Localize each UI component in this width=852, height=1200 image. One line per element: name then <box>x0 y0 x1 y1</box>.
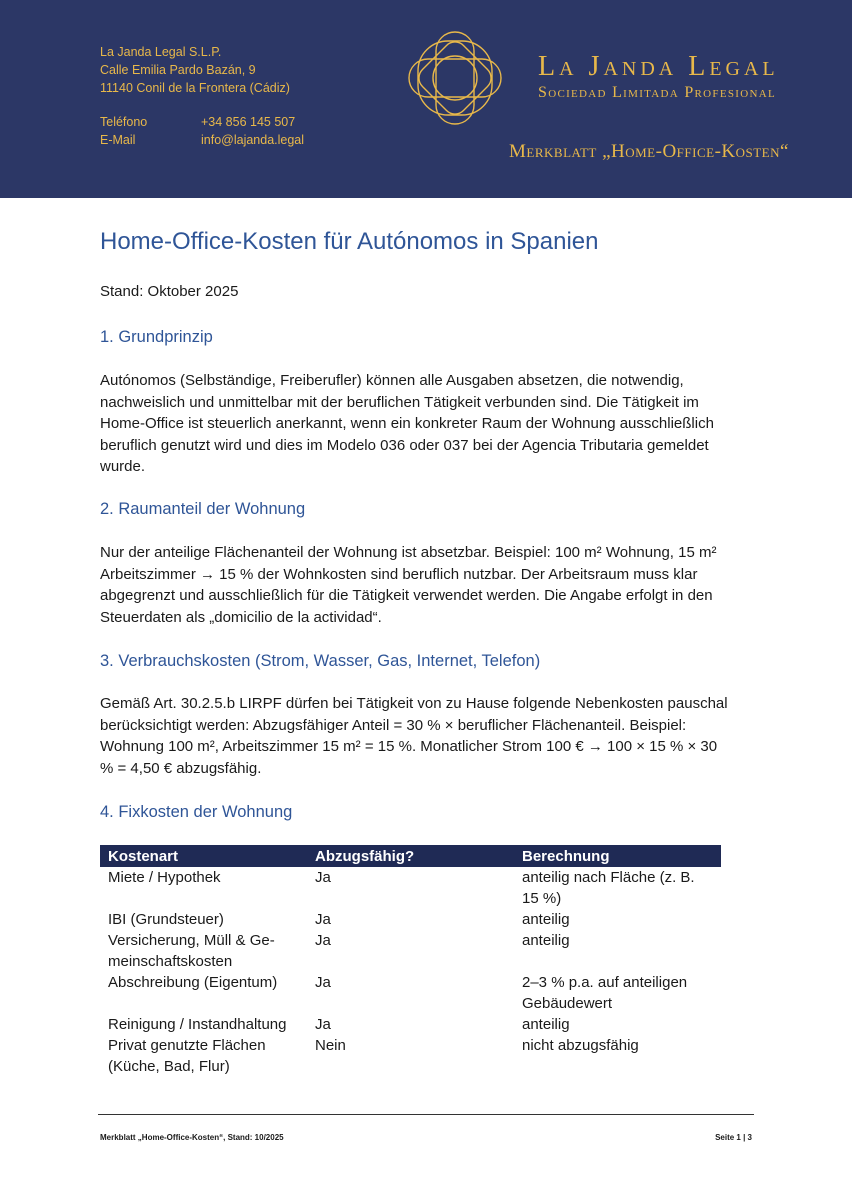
table-cell: Ja <box>315 974 331 991</box>
paragraph-line: abgegrenzt und ausschließlich für die Tätigkeit verwendet werden. Die Angabe erfolgt in den <box>100 587 713 604</box>
section-heading: 3. Verbrauchskosten (Strom, Wasser, Gas, Internet, Telefon) <box>100 652 541 670</box>
table-row <box>100 972 721 1014</box>
table-cell: Ja <box>315 869 331 886</box>
section-heading: 1. Grundprinzip <box>100 328 213 346</box>
table-row <box>100 867 721 909</box>
table-cell: Ja <box>315 1016 331 1033</box>
paragraph-line: nachweislich und unmittelbar mit der beruflichen Tätigkeit verbunden sind. Die Tätigkeit im <box>100 393 699 411</box>
table-cell: IBI (Grundsteuer) <box>108 911 224 928</box>
paragraph-line: wurde. <box>100 458 146 475</box>
paragraph-line: Wohnung 100 m², Arbeitszimmer 15 m² = 15 %. Monatlicher Strom 100 € → 100 × 15 % × 30 <box>100 738 718 755</box>
table-cell: Ja <box>315 911 331 928</box>
email-label: E-Mail <box>100 133 136 147</box>
contact-block <box>100 113 304 149</box>
phone-number: +34 856 145 507 <box>201 115 296 129</box>
table-row <box>100 909 721 930</box>
table-cell: anteilig nach Fläche (z. B. 15 %) <box>522 869 695 907</box>
section-heading: 4. Fixkosten der Wohnung <box>100 803 293 821</box>
table-cell: Versicherung, Müll & Ge- meinschaftskosten <box>108 932 275 970</box>
section-heading: 2. Raumanteil der Wohnung <box>100 500 306 518</box>
table-cell: Privat genutzte Flächen (Küche, Bad, Flur) <box>108 1037 266 1075</box>
table-cell: Ja <box>315 932 331 949</box>
column-header: Kostenart <box>100 845 307 867</box>
sender-address <box>100 43 290 97</box>
paragraph-line: berücksichtigt werden: Abzugsfähiger Anteil = 30 % × beruflicher Flächenanteil. Beispiel: <box>100 716 687 734</box>
table-cell: 2–3 % p.a. auf anteiligen Gebäudewert <box>522 974 688 1012</box>
section-paragraph <box>100 370 755 478</box>
table-cell: anteilig <box>522 911 570 928</box>
address-line: La Janda Legal S.L.P. <box>100 45 222 59</box>
paragraph-line: Autónomos (Selbständige, Freiberufler) können alle Ausgaben absetzen, die notwendig, <box>100 372 684 389</box>
table-row <box>100 1014 721 1035</box>
brand-subtitle: Sociedad Limitada Profesional <box>538 84 776 101</box>
logo-knot-icon <box>406 29 504 127</box>
footer-document-info: Merkblatt „Home-Office-Kosten“, Stand: 10/2025 <box>100 1133 284 1142</box>
letterhead-band <box>0 0 852 198</box>
table-cell: anteilig <box>522 932 570 949</box>
column-header: Berechnung <box>514 845 721 867</box>
sheet-title: Merkblatt „Home-Office-Kosten“ <box>509 141 789 162</box>
table-cell: nicht abzugsfähig <box>522 1037 639 1054</box>
address-line: Calle Emilia Pardo Bazán, 9 <box>100 63 256 77</box>
document-title: Home-Office-Kosten für Autónomos in Spanien <box>100 228 599 255</box>
paragraph-line: Home-Office ist steuerlich anerkannt, wenn ein konkreter Raum der Wohnung ausschließlich <box>100 415 714 432</box>
address-line: 11140 Conil de la Frontera (Cádiz) <box>100 81 290 95</box>
table-cell: Reinigung / Instandhaltung <box>108 1016 287 1033</box>
brand-name: La Janda Legal <box>538 51 779 82</box>
page-number: Seite 1 | 3 <box>715 1133 752 1142</box>
table-cell: Nein <box>315 1037 346 1054</box>
document-date: Stand: Oktober 2025 <box>100 283 239 300</box>
footer-divider <box>98 1114 754 1115</box>
table-row <box>100 930 721 972</box>
table-row <box>100 1035 721 1077</box>
paragraph-line: beruflich genutzt wird und dies im Modelo 036 oder 037 bei der Agencia Tributaria gemeldet <box>100 436 709 454</box>
paragraph-line: Gemäß Art. 30.2.5.b LIRPF dürfen bei Tätigkeit von zu Hause folgende Nebenkosten pauschal <box>100 695 728 712</box>
column-header: Abzugsfähig? <box>307 845 514 867</box>
email-address: info@lajanda.legal <box>201 133 305 147</box>
section-paragraph <box>100 542 755 628</box>
paragraph-line: Nur der anteilige Flächenanteil der Wohnung ist absetzbar. Beispiel: 100 m² Wohnung, 15 m² <box>100 544 717 561</box>
section-paragraph <box>100 693 755 779</box>
fixed-costs-table <box>100 845 721 1077</box>
phone-label: Teléfono <box>100 115 148 129</box>
paragraph-line: % = 4,50 € abzugsfähig. <box>100 759 262 777</box>
table-cell: Abschreibung (Eigentum) <box>108 974 278 991</box>
table-header-row <box>100 845 721 867</box>
paragraph-line: Arbeitszimmer → 15 % der Wohnkosten sind beruflich nutzbar. Der Arbeitsraum muss klar <box>100 565 698 583</box>
table-cell: Miete / Hypothek <box>108 869 221 886</box>
table-cell: anteilig <box>522 1016 570 1033</box>
paragraph-line: Steuerdaten als „domicilio de la actividad“. <box>100 608 382 626</box>
